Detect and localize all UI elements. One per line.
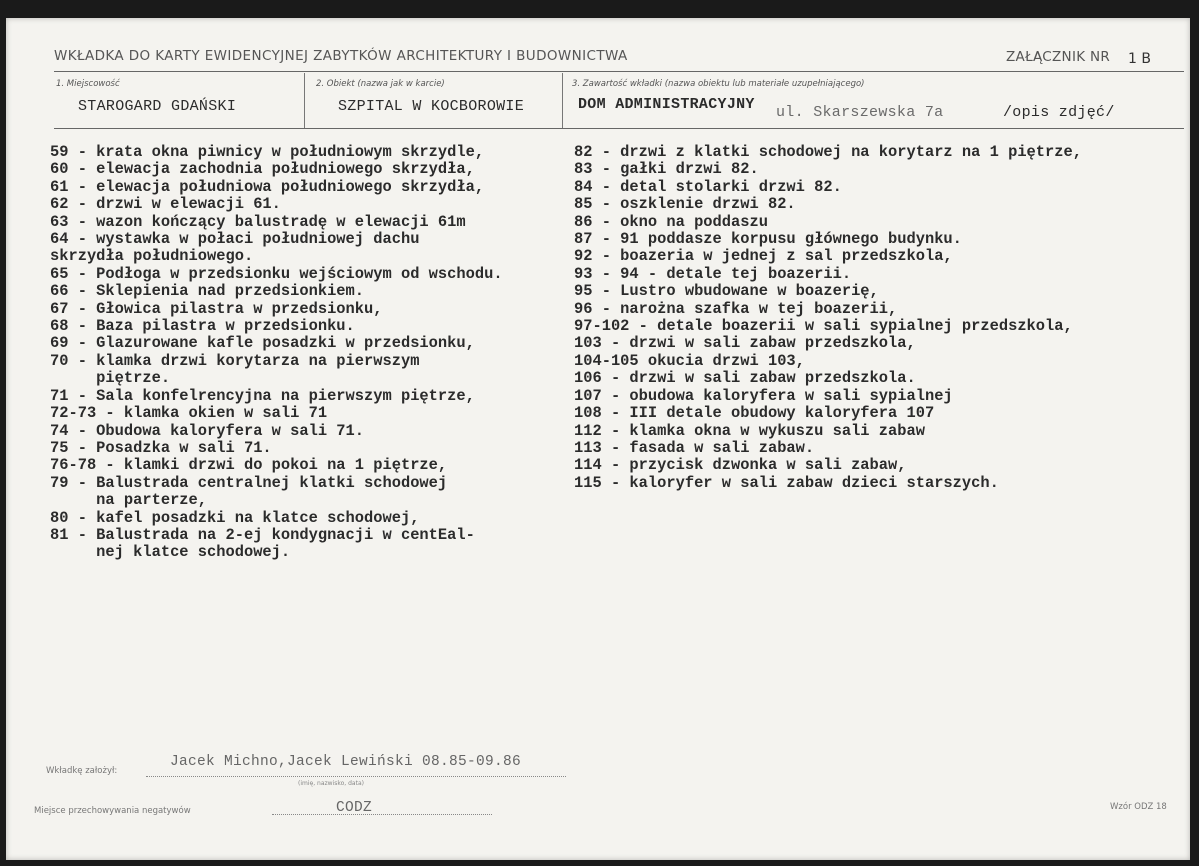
list-item: 93 - 94 - detale tej boazerii.: [574, 264, 852, 283]
storage-dotted-line: [272, 814, 492, 815]
author-dotted-line: [146, 776, 566, 777]
field-divider: [304, 73, 305, 128]
list-item: 72-73 - klamka okien w sali 71: [50, 404, 328, 423]
list-item: piętrze.: [50, 369, 171, 388]
list-item: 79 - Balustrada centralnej klatki schodowej: [50, 473, 448, 492]
list-item: 59 - krata okna piwnicy w południowym skrzydle,: [50, 143, 485, 161]
list-item: 70 - klamka drzwi korytarza na pierwszym: [50, 351, 420, 370]
list-item: 62 - drzwi w elewacji 61.: [50, 195, 281, 214]
list-item: 108 - III detale obudowy kaloryfera 107: [574, 404, 935, 423]
list-item: 97-102 - detale boazerii w sali sypialnej przedszkola,: [574, 317, 1073, 336]
list-item: 81 - Balustrada na 2-ej kondygnacji w centEal-: [50, 525, 475, 544]
document-card: [6, 18, 1190, 860]
list-item: 76-78 - klamki drzwi do pokoi na 1 piętrze,: [50, 456, 448, 475]
content-note: /opis zdjęć/: [1003, 104, 1115, 121]
object-value: SZPITAL W KOCBOROWIE: [338, 98, 525, 115]
list-item: na parterze,: [50, 491, 208, 510]
author-label: Wkładkę założył:: [46, 766, 118, 776]
header-top-rule: [54, 71, 1184, 72]
list-item: 82 - drzwi z klatki schodowej na korytarz na 1 piętrze,: [574, 143, 1082, 161]
storage-label: Miejsce przechowywania negatywów: [34, 806, 191, 816]
author-hint: (imię, nazwisko, data): [298, 780, 364, 787]
document-title: WKŁADKA DO KARTY EWIDENCYJNEJ ZABYTKÓW ARCHITEKTURY I BUDOWNICTWA: [54, 48, 628, 64]
list-item: 68 - Baza pilastra w przedsionku.: [50, 317, 355, 336]
list-item: 114 - przycisk dzwonka w sali zabaw,: [574, 456, 907, 475]
content-address: ul. Skarszewska 7a: [776, 104, 944, 121]
list-item: 112 - klamka okna w wykuszu sali zabaw: [574, 421, 925, 440]
attachment-label: ZAŁĄCZNIK NR: [1006, 49, 1111, 65]
list-item: nej klatce schodowej.: [50, 543, 291, 562]
form-code: Wzór ODZ 18: [1110, 802, 1167, 812]
list-item: 87 - 91 poddasze korpusu głównego budynku.: [574, 230, 962, 249]
author-value: Jacek Michno,Jacek Lewiński 08.85-09.86: [170, 754, 522, 770]
entries-right-column: [574, 144, 1082, 492]
attachment-number: 1 B: [1128, 51, 1151, 67]
list-item: 66 - Sklepienia nad przedsionkiem.: [50, 282, 365, 301]
content-label: 3. Zawartość wkładki (nazwa obiektu lub materiałe uzupełniającego): [572, 79, 865, 89]
header-bottom-rule: [54, 128, 1184, 129]
list-item: 107 - obudowa kaloryfera w sali sypialnej: [574, 386, 953, 405]
field-divider: [562, 73, 563, 128]
content-value: DOM ADMINISTRACYJNY: [578, 96, 755, 113]
storage-value: CODZ: [336, 800, 373, 816]
list-item: 106 - drzwi w sali zabaw przedszkola.: [574, 369, 916, 388]
list-item: 60 - elewacja zachodnia południowego skrzydła,: [50, 160, 475, 179]
list-item: 67 - Głowica pilastra w przedsionku,: [50, 299, 383, 318]
list-item: 92 - boazeria w jednej z sal przedszkola,: [574, 247, 953, 266]
list-item: 104-105 okucia drzwi 103,: [574, 351, 805, 370]
list-item: 63 - wazon kończący balustradę w elewacji 61m: [50, 212, 466, 231]
list-item: 64 - wystawka w połaci południowej dachu: [50, 230, 420, 249]
locality-value: STAROGARD GDAŃSKI: [78, 98, 237, 115]
object-label: 2. Obiekt (nazwa jak w karcie): [316, 79, 445, 89]
list-item: 83 - gałki drzwi 82.: [574, 160, 759, 179]
list-item: 71 - Sala konfelrencyjna na pierwszym piętrze,: [50, 386, 475, 405]
list-item: 84 - detal stolarki drzwi 82.: [574, 177, 842, 196]
list-item: 75 - Posadzka w sali 71.: [50, 438, 272, 457]
list-item: 74 - Obudowa kaloryfera w sali 71.: [50, 421, 365, 440]
list-item: 86 - okno na poddaszu: [574, 212, 768, 231]
list-item: 65 - Podłoga w przedsionku wejściowym od wschodu.: [50, 264, 503, 283]
list-item: 69 - Glazurowane kafle posadzki w przedsionku,: [50, 334, 475, 353]
list-item: 80 - kafel posadzki na klatce schodowej,: [50, 508, 420, 527]
locality-label: 1. Miejscowość: [56, 79, 120, 89]
list-item: skrzydła południowego.: [50, 247, 254, 266]
list-item: 96 - narożna szafka w tej boazerii,: [574, 299, 898, 318]
list-item: 115 - kaloryfer w sali zabaw dzieci starszych.: [574, 473, 999, 492]
list-item: 113 - fasada w sali zabaw.: [574, 438, 815, 457]
list-item: 103 - drzwi w sali zabaw przedszkola,: [574, 334, 916, 353]
list-item: 95 - Lustro wbudowane w boazerię,: [574, 282, 879, 301]
list-item: 61 - elewacja południowa południowego skrzydła,: [50, 177, 485, 196]
entries-left-column: [50, 144, 503, 562]
list-item: 85 - oszklenie drzwi 82.: [574, 195, 796, 214]
